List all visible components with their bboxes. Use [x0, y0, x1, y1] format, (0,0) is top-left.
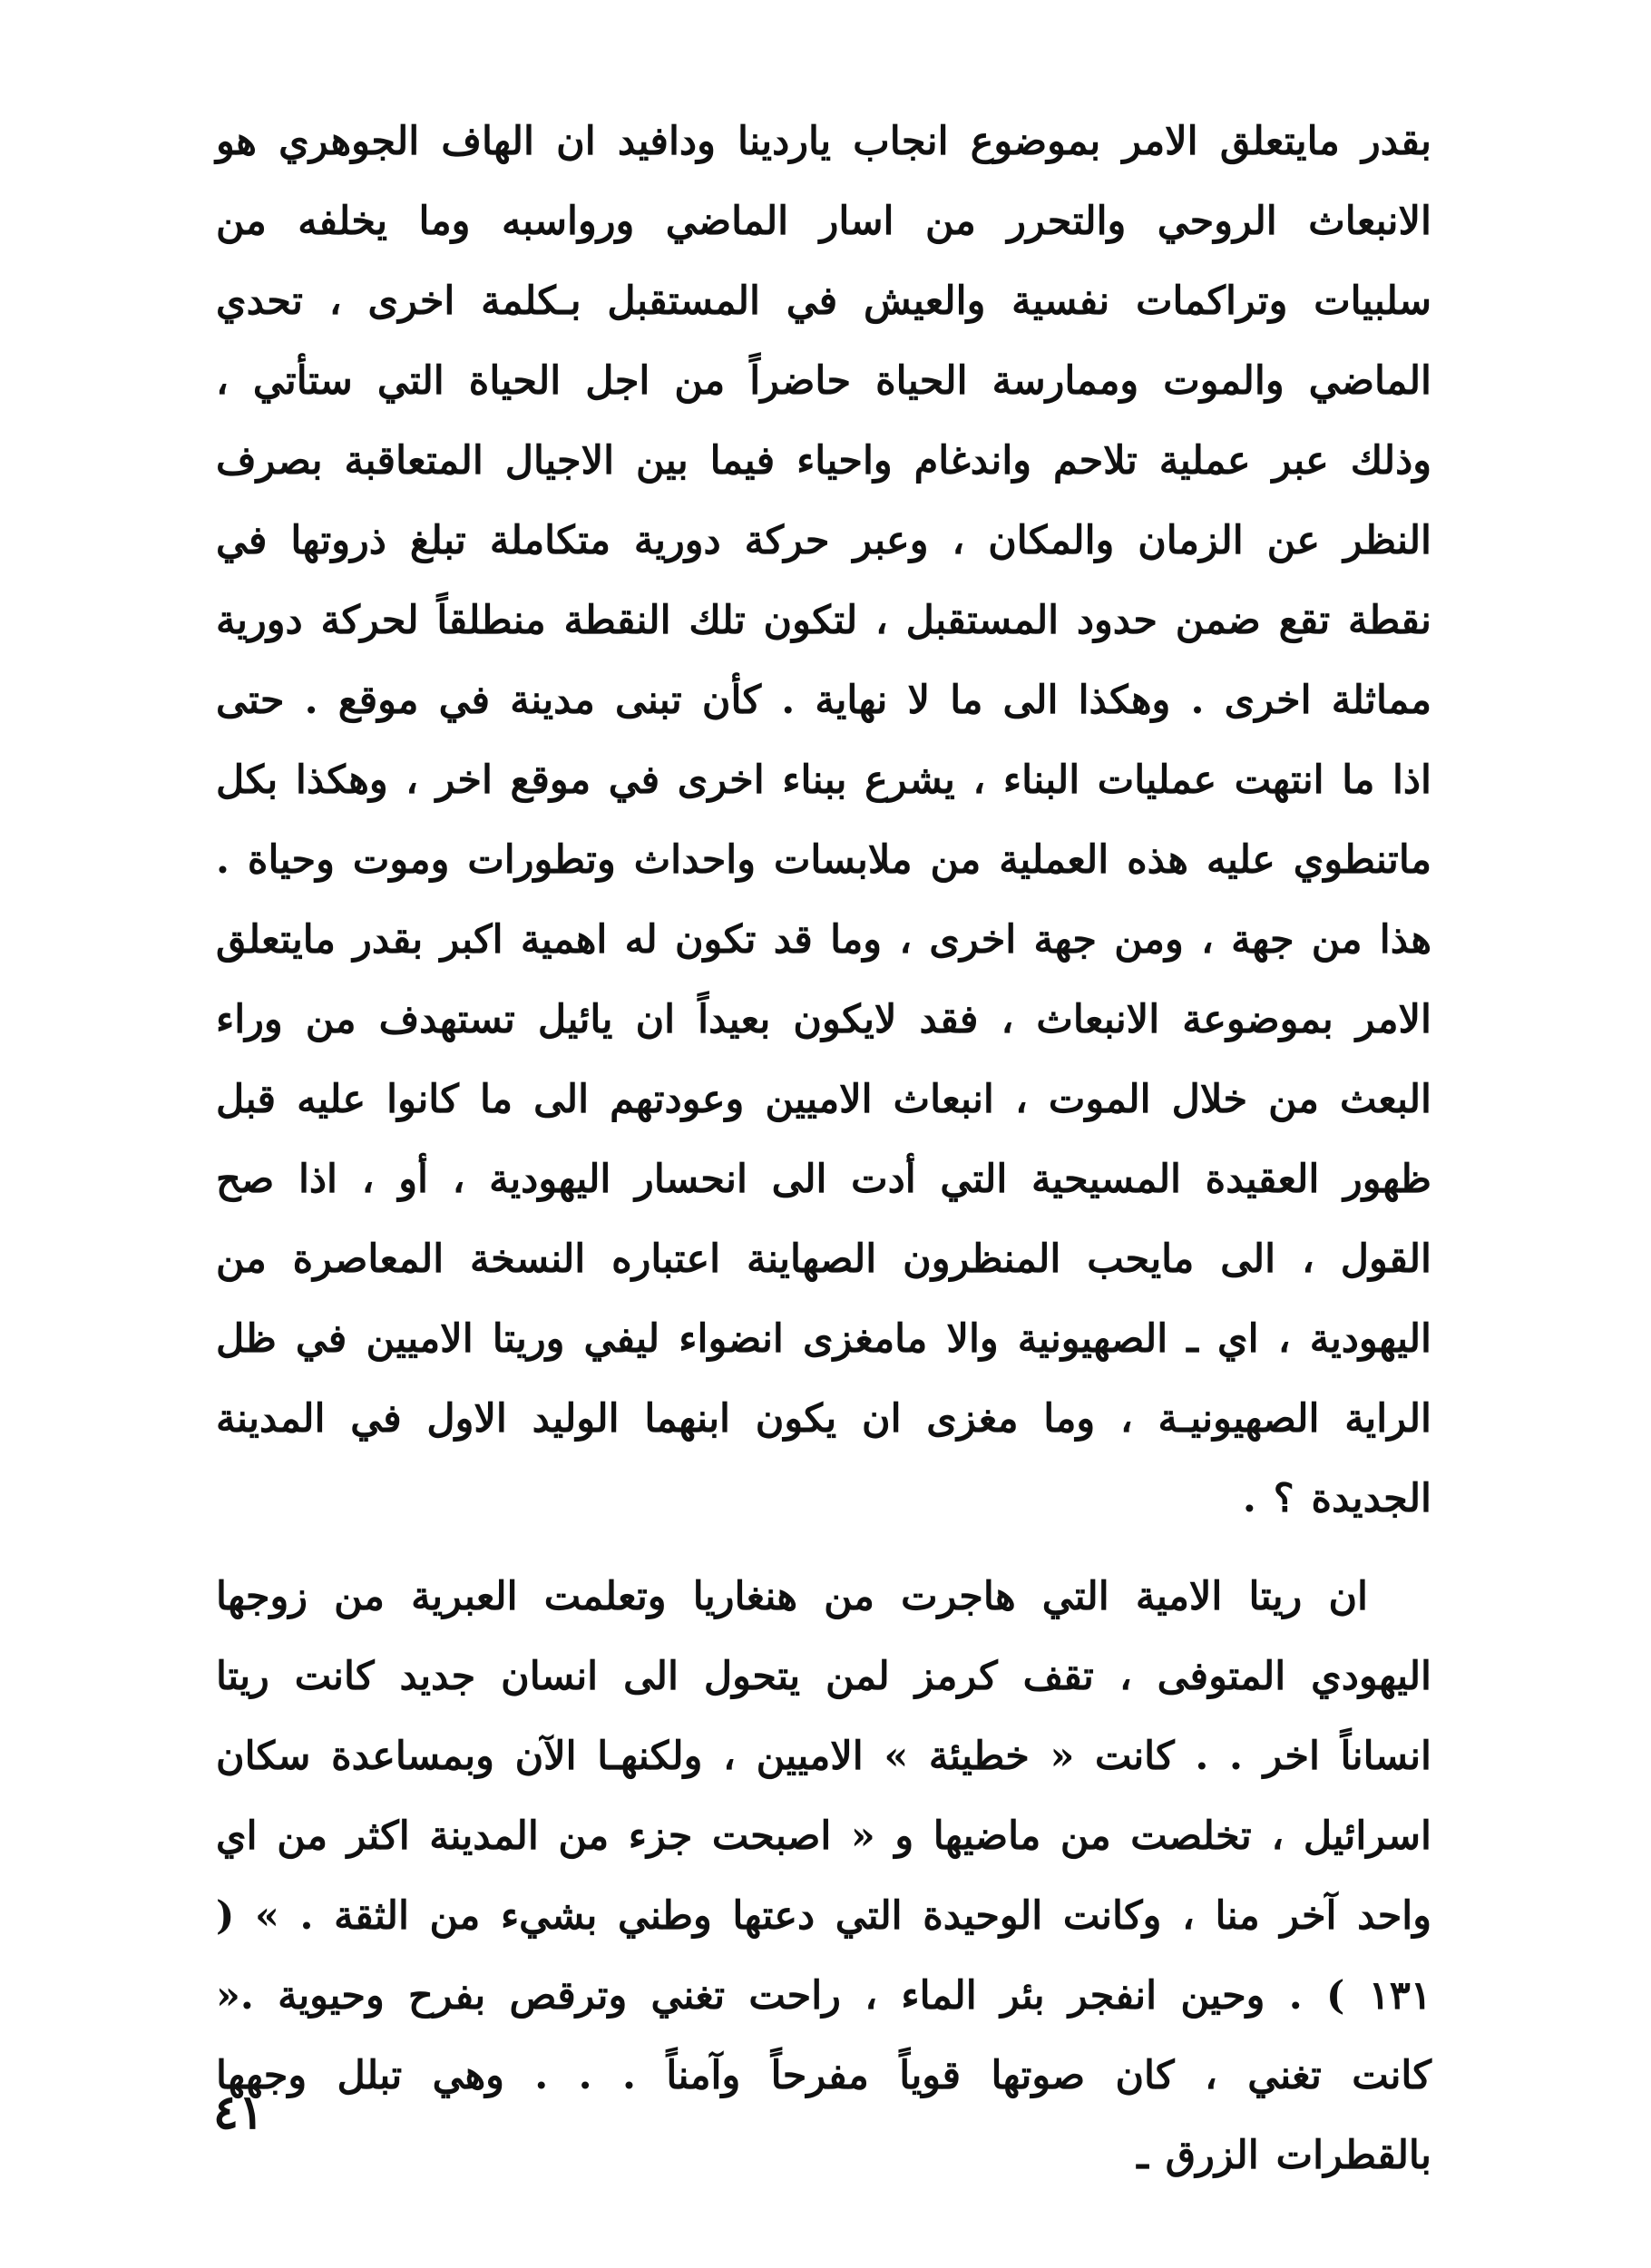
page-number: ٤١ [213, 2085, 264, 2140]
paragraph-2-text: ان ريتا الامية التي هاجرت من هنغاريا وتعلمت العبرية من زوجها اليهودي المتوفى ، تقف كرمز لمن يتحول الى انسان جديد كانت ريتا انساناً اخر . . كانت « خطيئة » الاميين ، ولكنهـا الآن وبمساعدة سكان اسرائيل ، تخلصت من ماضيها و « اصبحت جزء من المدينة اكثر من اي واحد آخر منا ، وكانت الوحيدة التي دعتها وطني بشيء من الثقة . » ( ١٣١ ) . وحين انفجر بئر الماء ، راحت تغني وترقص بفرح وحيوية .« كانت تغني ، كان صوتها قوياً مفرحاً وآمناً . . . وهي تبلل وجهها بالقطرات الزرق ـ [216, 1574, 1431, 2178]
paragraph-2 [216, 1557, 1431, 2195]
paragraph-1-text: بقدر مايتعلق الامر بموضوع انجاب ياردينا ودافيد ان الهاف الجوهري هو الانبعاث الروحي والتحرر من اسار الماضي ورواسبه وما يخلفه من سلبيات وتراكمات نفسية والعيش في المستقبل بـكلمة اخرى ، تحدي الماضي والموت وممارسة الحياة حاضراً من اجل الحياة التي ستأتي ، وذلك عبر عملية تلاحم واندغام واحياء فيما بين الاجيال المتعاقبة بصرف النظر عن الزمان والمكان ، وعبر حركة دورية متكاملة تبلغ ذروتها في نقطة تقع ضمن حدود المستقبل ، لتكون تلك النقطة منطلقاً لحركة دورية مماثلة اخرى . وهكذا الى ما لا نهاية . كأن تبنى مدينة في موقع . حتى اذا ما انتهت عمليات البناء ، يشرع ببناء اخرى في موقع اخر ، وهكذا بكل ماتنطوي عليه هذه العملية من ملابسات واحداث وتطورات وموت وحياة . هذا من جهة ، ومن جهة اخرى ، وما قد تكون له اهمية اكبر بقدر مايتعلق الامر بموضوعة الانبعاث ، فقد لايكون بعيداً ان يائيل تستهدف من وراء البعث من خلال الموت ، انبعاث الاميين وعودتهم الى ما كانوا عليه قبل ظهور العقيدة المسيحية التي أدت الى انحسار اليهودية ، أو ، اذا صح القول ، الى مايحب المنظرون الصهاينة اعتباره النسخة المعاصرة من اليهودية ، اي ـ الصهيونية والا مامغزى انضواء ليفي وريتا الاميين في ظل الراية الصهيونيـة ، وما مغزى ان يكون ابنهما الوليد الاول في المدينة الجديدة ؟ . [216, 119, 1431, 1521]
paragraph-1 [216, 102, 1431, 1539]
